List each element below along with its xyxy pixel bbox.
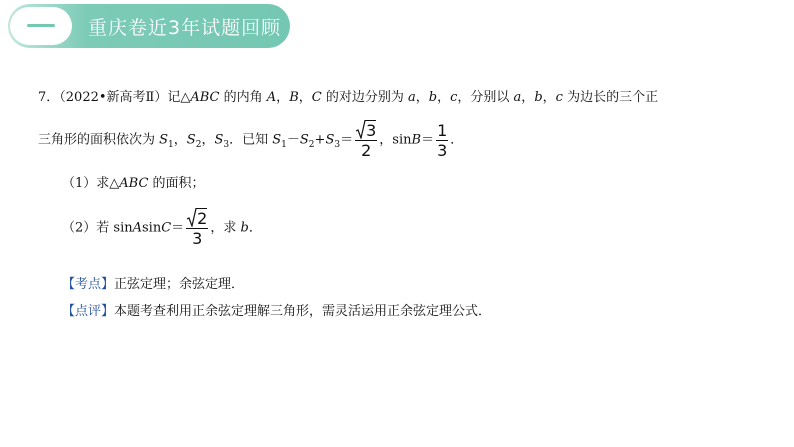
var-A: A <box>132 220 142 236</box>
problem-text: ，分别以 <box>457 90 514 105</box>
sin-function: sin <box>142 220 162 236</box>
section-banner <box>8 4 290 48</box>
fraction-numerator <box>355 120 377 141</box>
problem-text: 三角形的面积依次为 <box>38 132 160 148</box>
fraction-numerator <box>186 208 208 229</box>
separator: ， <box>415 90 429 105</box>
fraction-denominator: 2 <box>361 141 372 160</box>
var-C: C <box>311 90 322 105</box>
dash-icon <box>27 24 55 27</box>
question-part-1 <box>62 175 205 193</box>
separator: ， <box>521 90 535 105</box>
fraction-1-over-3 <box>436 121 448 160</box>
fraction-numerator: 1 <box>437 120 448 140</box>
separator: ， <box>379 132 393 148</box>
problem-text: 为边长的三个正 <box>562 90 659 105</box>
equals-sign: ＝ <box>171 220 185 236</box>
period: ． <box>450 132 464 148</box>
section-number-badge <box>10 7 72 45</box>
subscript: 1 <box>168 140 174 151</box>
var-B: B <box>411 132 422 148</box>
sin-function: sin <box>392 132 412 148</box>
var-a: a <box>407 90 416 105</box>
fraction-sqrt2-over-3 <box>186 208 208 248</box>
subscript: 3 <box>223 140 230 151</box>
question-part-2 <box>62 208 262 248</box>
period: ． <box>248 220 262 236</box>
plus-sign: + <box>314 132 326 148</box>
subscript: 1 <box>281 140 287 151</box>
dianping-tag: 【点评】 <box>62 304 115 319</box>
var-S: S <box>214 132 224 148</box>
sqrt <box>356 120 376 140</box>
dianping-note <box>62 303 491 321</box>
dianping-text: 本题考查利用正余弦定理解三角形，需灵活运用正余弦定理公式． <box>114 304 492 319</box>
sqrt <box>187 208 207 228</box>
problem-line-2 <box>38 120 463 160</box>
problem-text: ．已知 <box>229 132 273 148</box>
var-abc: ABC <box>190 90 220 105</box>
part-text: ，求 <box>210 220 241 236</box>
part-label: （2）若 <box>62 220 114 236</box>
problem-source: （2022•新高考Ⅱ） <box>59 90 168 105</box>
part-text: 的面积； <box>148 176 205 191</box>
problem-text: 的内角 <box>219 90 267 105</box>
part-label: （1）求△ <box>62 176 120 191</box>
var-B: B <box>289 90 299 105</box>
section-title: 重庆卷近3年试题回顾 <box>88 17 282 39</box>
problem-number: 7． <box>38 90 60 105</box>
separator: ， <box>437 90 451 105</box>
var-S: S <box>299 132 309 148</box>
radical-icon <box>187 208 197 227</box>
subscript: 2 <box>308 140 315 151</box>
separator: ， <box>298 90 312 105</box>
radical-icon <box>356 120 366 139</box>
problem-line-1 <box>38 89 658 107</box>
var-b: b <box>240 220 249 236</box>
var-abc: ABC <box>119 176 149 191</box>
subscript: 3 <box>334 140 341 151</box>
equals-sign: ＝ <box>421 132 435 148</box>
kaodian-tag: 【考点】 <box>62 277 115 292</box>
problem-text: 记△ <box>167 90 191 105</box>
kaodian-text: 正弦定理；余弦定理． <box>114 277 245 292</box>
var-S: S <box>159 132 169 148</box>
var-S: S <box>272 132 282 148</box>
separator: ， <box>201 132 215 148</box>
fraction-denominator: 3 <box>437 140 448 160</box>
var-C: C <box>161 220 172 236</box>
fraction-sqrt3-over-2 <box>355 120 377 160</box>
minus-sign: － <box>286 132 300 148</box>
radicand: 3 <box>366 121 377 140</box>
fraction-denominator: 3 <box>192 229 203 248</box>
separator: ， <box>542 90 556 105</box>
var-b: b <box>428 90 438 105</box>
var-A: A <box>266 90 277 105</box>
var-S: S <box>186 132 196 148</box>
var-S: S <box>325 132 335 148</box>
problem-text: 的对边分别为 <box>321 90 408 105</box>
subscript: 2 <box>195 140 202 151</box>
equals-sign: ＝ <box>340 132 354 148</box>
sin-function: sin <box>113 220 133 236</box>
var-c: c <box>450 90 458 105</box>
radicand: 2 <box>197 209 208 228</box>
separator: ， <box>173 132 187 148</box>
var-c: c <box>555 90 563 105</box>
var-a: a <box>513 90 522 105</box>
kaodian-note <box>62 276 244 294</box>
var-b: b <box>534 90 543 105</box>
separator: ， <box>276 90 290 105</box>
